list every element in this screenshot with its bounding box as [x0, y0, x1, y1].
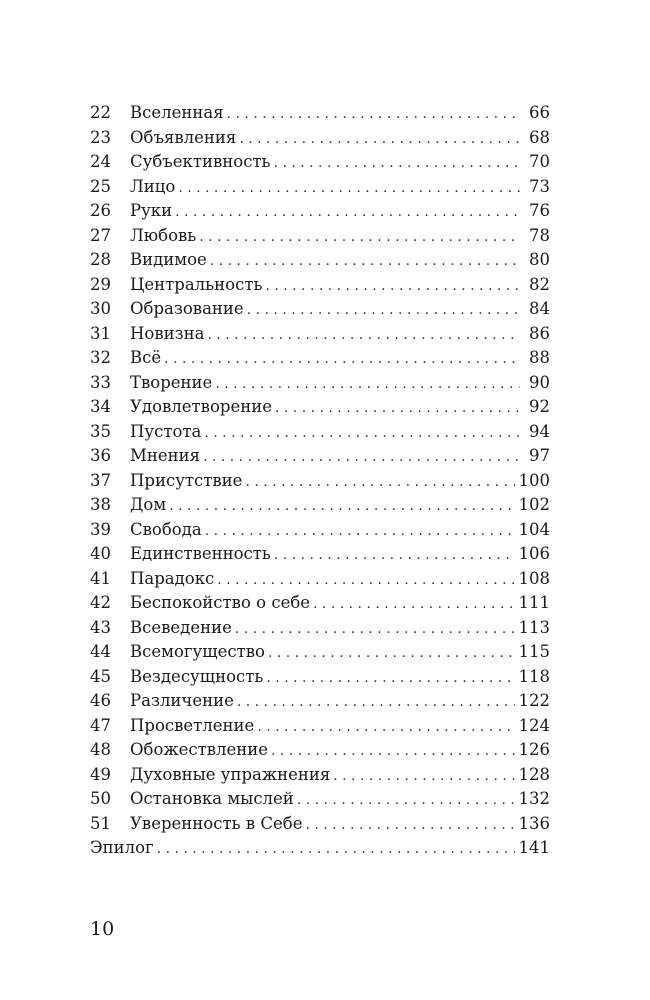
chapter-number: 28	[90, 250, 111, 269]
chapter-page: 124	[518, 715, 550, 735]
chapter-page: 76	[529, 201, 550, 220]
toc-entry	[90, 787, 550, 812]
chapter-title: Различение	[130, 691, 234, 710]
chapter-page: 66	[529, 103, 550, 122]
chapter-number: 45	[90, 666, 111, 686]
dot-leader	[274, 543, 515, 568]
chapter-title: Присутствие	[130, 470, 243, 490]
chapter-page: 100	[518, 470, 550, 490]
chapter-title: Центральность	[130, 274, 263, 294]
toc-entry	[90, 395, 550, 420]
toc-entry	[90, 469, 550, 494]
chapter-number: 33	[90, 372, 111, 392]
chapter-number: 47	[90, 715, 111, 735]
dot-leader	[265, 274, 520, 299]
chapter-title: Всё	[130, 348, 162, 367]
chapter-page: 128	[518, 764, 550, 784]
dot-leader	[247, 298, 520, 323]
chapter-number: 22	[90, 103, 111, 122]
chapter-title: Уверенность в Себе	[130, 813, 303, 833]
dot-leader	[271, 739, 514, 764]
dot-leader	[178, 176, 520, 201]
chapter-number: 38	[90, 495, 111, 514]
chapter-page: 122	[518, 691, 550, 710]
chapter-page: 90	[529, 372, 550, 392]
chapter-title: Свобода	[130, 519, 202, 539]
dot-leader	[164, 347, 520, 372]
toc-entry	[90, 591, 550, 616]
chapter-title: Субъективность	[130, 152, 271, 171]
dot-leader	[305, 813, 514, 838]
chapter-page: 113	[518, 617, 550, 637]
toc-entry	[90, 714, 550, 739]
chapter-number: 23	[90, 127, 111, 147]
toc-entry	[90, 371, 550, 396]
toc-entry	[90, 322, 550, 347]
chapter-number: 48	[90, 740, 111, 759]
chapter-title: Образование	[130, 299, 244, 318]
dot-leader	[217, 568, 514, 593]
dot-leader	[157, 837, 515, 862]
chapter-title: Любовь	[130, 225, 197, 245]
chapter-title: Видимое	[130, 250, 207, 269]
chapter-title: Дом	[130, 495, 167, 514]
toc-entry	[90, 420, 550, 445]
chapter-page: 115	[518, 642, 550, 661]
dot-leader	[227, 102, 520, 127]
toc-entry	[90, 493, 550, 518]
toc-entry	[90, 273, 550, 298]
toc-entry	[90, 518, 550, 543]
chapter-title: Вездесущность	[130, 666, 264, 686]
epilogue-title: Эпилог	[90, 838, 154, 857]
chapter-page: 92	[529, 397, 550, 416]
toc-entry	[90, 224, 550, 249]
page-number: 10	[90, 918, 115, 940]
chapter-number: 29	[90, 274, 111, 294]
chapter-title: Удовлетворение	[130, 397, 272, 416]
epilogue-page: 141	[518, 838, 550, 857]
dot-leader	[235, 617, 515, 642]
chapter-number: 49	[90, 764, 111, 784]
chapter-page: 80	[529, 250, 550, 269]
toc-entry	[90, 444, 550, 469]
toc-entry	[90, 175, 550, 200]
chapter-page: 136	[518, 813, 550, 833]
chapter-page: 82	[529, 274, 550, 294]
dot-leader	[297, 788, 515, 813]
toc-entry	[90, 542, 550, 567]
chapter-page: 118	[518, 666, 550, 686]
dot-leader	[203, 445, 520, 470]
chapter-page: 88	[529, 348, 550, 367]
chapter-title: Просветление	[130, 715, 255, 735]
chapter-number: 40	[90, 544, 111, 563]
chapter-number: 41	[90, 568, 111, 588]
chapter-title: Остановка мыслей	[130, 789, 294, 808]
toc-entry	[90, 665, 550, 690]
chapter-page: 84	[529, 299, 550, 318]
chapter-title: Мнения	[130, 446, 201, 465]
dot-leader	[313, 592, 514, 617]
dot-leader	[215, 372, 520, 397]
chapter-number: 35	[90, 421, 111, 441]
chapter-title: Обожествление	[130, 740, 269, 759]
chapter-number: 36	[90, 446, 111, 465]
dot-leader	[169, 494, 514, 519]
chapter-page: 126	[518, 740, 550, 759]
toc-entry	[90, 812, 550, 837]
chapter-number: 37	[90, 470, 111, 490]
chapter-title: Беспокойство о себе	[130, 593, 311, 612]
chapter-page: 108	[518, 568, 550, 588]
chapter-number: 43	[90, 617, 111, 637]
chapter-title: Лицо	[130, 176, 176, 196]
dot-leader	[333, 764, 514, 789]
toc-entry	[90, 567, 550, 592]
chapter-page: 97	[529, 446, 550, 465]
toc-entry	[90, 150, 550, 175]
chapter-number: 32	[90, 348, 111, 367]
chapter-page: 78	[529, 225, 550, 245]
chapter-number: 24	[90, 152, 111, 171]
chapter-number: 25	[90, 176, 111, 196]
dot-leader	[275, 396, 520, 421]
chapter-page: 106	[518, 544, 550, 563]
toc-entry	[90, 763, 550, 788]
dot-leader	[205, 519, 515, 544]
chapter-number: 26	[90, 201, 111, 220]
toc-entry	[90, 346, 550, 371]
dot-leader	[204, 421, 520, 446]
chapter-page: 86	[529, 323, 550, 343]
chapter-title: Единственность	[130, 544, 271, 563]
toc-entry	[90, 248, 550, 273]
dot-leader	[237, 690, 515, 715]
dot-leader	[268, 641, 515, 666]
table-of-contents	[90, 101, 550, 861]
chapter-page: 70	[529, 152, 550, 171]
chapter-title: Вселенная	[130, 103, 224, 122]
chapter-number: 30	[90, 299, 111, 318]
chapter-title: Новизна	[130, 323, 205, 343]
toc-entry	[90, 297, 550, 322]
toc-entry	[90, 689, 550, 714]
chapter-page: 73	[529, 176, 550, 196]
dot-leader	[207, 323, 520, 348]
dot-leader	[175, 200, 520, 225]
chapter-title: Объявления	[130, 127, 237, 147]
dot-leader	[266, 666, 514, 691]
chapter-number: 42	[90, 593, 111, 612]
chapter-page: 132	[518, 789, 550, 808]
chapter-title: Духовные упражнения	[130, 764, 331, 784]
dot-leader	[239, 127, 520, 152]
chapter-number: 31	[90, 323, 111, 343]
chapter-title: Парадокс	[130, 568, 215, 588]
dot-leader	[257, 715, 514, 740]
dot-leader	[199, 225, 520, 250]
toc-entry	[90, 616, 550, 641]
chapter-number: 44	[90, 642, 111, 661]
toc-entry	[90, 640, 550, 665]
chapter-number: 46	[90, 691, 111, 710]
chapter-number: 50	[90, 789, 111, 808]
toc-entry	[90, 199, 550, 224]
chapter-page: 111	[518, 593, 550, 612]
chapter-number: 51	[90, 813, 111, 833]
dot-leader	[210, 249, 520, 274]
chapter-page: 104	[518, 519, 550, 539]
chapter-page: 94	[529, 421, 550, 441]
toc-entry	[90, 126, 550, 151]
chapter-number: 34	[90, 397, 111, 416]
chapter-page: 68	[529, 127, 550, 147]
chapter-page: 102	[518, 495, 550, 514]
chapter-title: Творение	[130, 372, 213, 392]
chapter-number: 39	[90, 519, 111, 539]
chapter-title: Руки	[130, 201, 173, 220]
chapter-title: Пустота	[130, 421, 202, 441]
dot-leader	[245, 470, 514, 495]
dot-leader	[274, 151, 520, 176]
toc-entry	[90, 738, 550, 763]
chapter-title: Всеведение	[130, 617, 232, 637]
toc-entry	[90, 101, 550, 126]
chapter-title: Всемогущество	[130, 642, 265, 661]
toc-entry-epilogue	[90, 836, 550, 861]
chapter-number: 27	[90, 225, 111, 245]
